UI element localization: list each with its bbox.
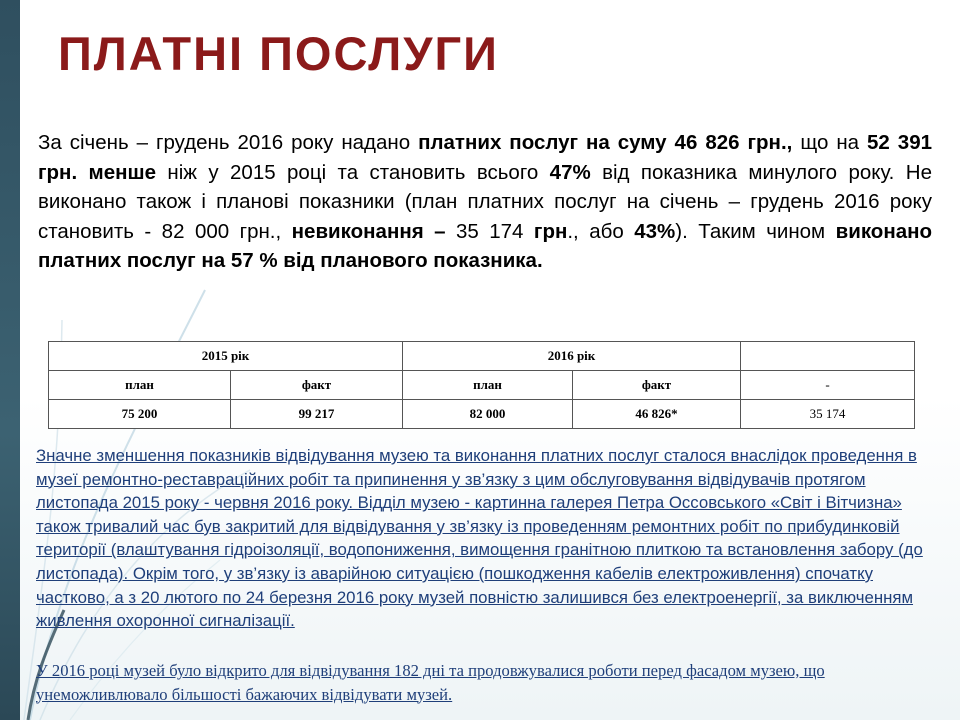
summary-text: За січень – грудень 2016 року надано	[38, 131, 419, 154]
subheader-diff: -	[741, 371, 915, 400]
notes-paragraph-2: У 2016 році музей було відкрито для відвідування 182 дні та продовжувалися роботи перед фасадом музею, що унеможливлювало більшості бажаючих відвідувати музей.	[36, 661, 825, 704]
cell-plan-2015: 75 200	[49, 400, 231, 429]
summary-bold: невиконання –	[291, 219, 446, 243]
summary-bold: виконано платних послуг на 57 % від планового показника.	[38, 219, 933, 272]
summary-bold: 47%	[549, 160, 591, 184]
summary-text: 35 174	[445, 219, 534, 243]
header-2016: 2016 рік	[403, 342, 741, 371]
table-header-row	[49, 342, 915, 371]
services-table	[48, 341, 915, 429]
summary-bold: платних послуг на суму 46 826 грн.,	[418, 131, 793, 154]
summary-paragraph	[38, 128, 932, 276]
summary-text: ., або	[567, 219, 635, 243]
subheader-fact-2016: факт	[573, 371, 741, 400]
summary-bold: грн	[533, 219, 568, 243]
cell-fact-2015: 99 217	[231, 400, 403, 429]
summary-bold: 52 391 грн. менше	[38, 131, 932, 184]
summary-text: ніж у 2015 році та становить всього	[155, 160, 550, 184]
cell-fact-2016: 46 826*	[573, 400, 741, 429]
side-accent-bar	[0, 0, 20, 720]
subheader-plan-2015: план	[49, 371, 231, 400]
header-2015: 2015 рік	[49, 342, 403, 371]
subheader-plan-2016: план	[403, 371, 573, 400]
notes-paragraph: Значне зменшення показників відвідування музею та виконання платних послуг сталося внаслідок проведення в музеї ремонтно-реставраційних робіт та припинення у зв’язку з цим обслуговування відвідувачів протягом листопада 2015 року - червня 2016 року. Відділ музею - картинна галерея Петра Оссовського «Світ і Вітчизна» також тривалий час був закритий для відвідування у зв’язку із проведенням ремонтних робіт по прибудинковій території (влаштування гідроізоляції, водопониження, вимощення гранітною плиткою та встановлення забору (до листопада). Окрім того, у зв’язку із аварійною ситуацією (пошкодження кабелів електроживлення) спочатку частково, а з 20 лютого по 24 березня 2016 року музей повністю залишився без електроенергії, за виключенням живлення охоронної сигналізації.	[36, 446, 923, 631]
summary-text: що на	[792, 131, 868, 154]
table-row	[49, 400, 915, 429]
summary-text: ). Таким чином	[675, 219, 836, 243]
header-extra	[741, 342, 915, 371]
cell-diff: 35 174	[741, 400, 915, 429]
subheader-fact-2015: факт	[231, 371, 403, 400]
summary-bold: 43%	[634, 219, 676, 243]
table-subheader-row	[49, 371, 915, 400]
page-title: ПЛАТНІ ПОСЛУГИ	[58, 27, 499, 80]
cell-plan-2016: 82 000	[403, 400, 573, 429]
summary-text: від показника минулого року. Не виконано також і планові показники (план платних послуг на січень – грудень 2016 року становить - 82 000 грн.,	[38, 160, 932, 243]
